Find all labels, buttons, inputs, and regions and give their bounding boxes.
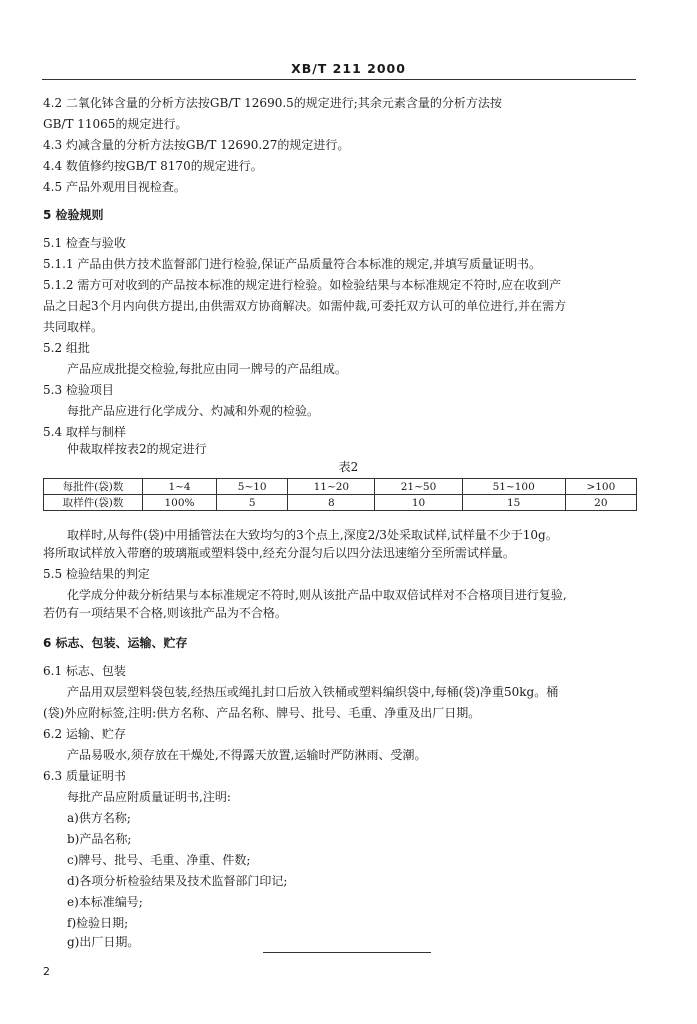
text-line: 产品应成批提交检验,每批应由同一牌号的产品组成。 bbox=[67, 362, 347, 376]
table-cell: 1~4 bbox=[143, 479, 217, 495]
text-line: GB/T 11065的规定进行。 bbox=[43, 117, 188, 131]
table-caption: 表2 bbox=[338, 460, 359, 474]
text-line: 5.5 检验结果的判定 bbox=[43, 567, 150, 581]
list-item: f)检验日期; bbox=[67, 916, 129, 930]
table-cell: 10 bbox=[375, 495, 462, 511]
text-line: 5.1.2 需方可对收到的产品按本标准的规定进行检验。如检验结果与本标准规定不符时,应在收到产 bbox=[43, 278, 562, 292]
table-cell: 21~50 bbox=[375, 479, 462, 495]
list-item: a)供方名称; bbox=[67, 811, 131, 825]
text-line: 每批产品应进行化学成分、灼减和外观的检验。 bbox=[67, 404, 320, 418]
section-heading: 5 检验规则 bbox=[43, 208, 104, 222]
list-item: g)出厂日期。 bbox=[67, 935, 140, 949]
text-line: 4.5 产品外观用目视检查。 bbox=[43, 180, 186, 194]
text-line: 取样时,从每件(袋)中用插管法在大致均匀的3个点上,深度2/3处采取试样,试样量不少于10g。 bbox=[67, 528, 558, 542]
section-heading: 6 标志、包装、运输、贮存 bbox=[43, 636, 188, 650]
text-line: 6.1 标志、包装 bbox=[43, 664, 126, 678]
table-cell: 100% bbox=[143, 495, 217, 511]
text-line: 6.3 质量证明书 bbox=[43, 769, 126, 783]
text-line: 仲裁取样按表2的规定进行 bbox=[67, 442, 207, 456]
text-line: 品之日起3个月内向供方提出,由供需双方协商解决。如需仲裁,可委托双方认可的单位进行,并在需方 bbox=[43, 299, 567, 313]
footer-rule bbox=[263, 952, 431, 953]
list-item: b)产品名称; bbox=[67, 832, 132, 846]
page-number: 2 bbox=[43, 965, 50, 978]
text-line: 若仍有一项结果不合格,则该批产品为不合格。 bbox=[43, 606, 287, 620]
text-line: 4.4 数值修约按GB/T 8170的规定进行。 bbox=[43, 159, 263, 173]
text-line: (袋)外应附标签,注明:供方名称、产品名称、牌号、批号、毛重、净重及出厂日期。 bbox=[43, 706, 481, 720]
table-cell: 5~10 bbox=[217, 479, 288, 495]
table-cell: 20 bbox=[565, 495, 636, 511]
text-line: 将所取试样放入带磨的玻璃瓶或塑料袋中,经充分混匀后以四分法迅速缩分至所需试样量。 bbox=[43, 546, 515, 560]
text-line: 化学成分仲裁分析结果与本标准规定不符时,则从该批产品中取双倍试样对不合格项目进行复验, bbox=[67, 588, 567, 602]
table-row bbox=[44, 479, 637, 495]
text-line: 共同取样。 bbox=[43, 320, 104, 334]
table-cell: 5 bbox=[217, 495, 288, 511]
table-cell: 51~100 bbox=[462, 479, 565, 495]
list-item: d)各项分析检验结果及技术监督部门印记; bbox=[67, 874, 288, 888]
table-cell: 取样件(袋)数 bbox=[44, 495, 143, 511]
header-rule bbox=[42, 79, 636, 80]
text-line: 每批产品应附质量证明书,注明: bbox=[67, 790, 231, 804]
table-cell: 8 bbox=[288, 495, 375, 511]
page-header: XB/T 211 2000 bbox=[291, 61, 406, 76]
table-cell: 11~20 bbox=[288, 479, 375, 495]
text-line: 产品用双层塑料袋包装,经热压或绳扎封口后放入铁桶或塑料编织袋中,每桶(袋)净重50kg。桶 bbox=[67, 685, 559, 699]
text-line: 4.3 灼减含量的分析方法按GB/T 12690.27的规定进行。 bbox=[43, 138, 350, 152]
list-item: e)本标准编号; bbox=[67, 895, 143, 909]
table-cell: 15 bbox=[462, 495, 565, 511]
table-cell: 每批件(袋)数 bbox=[44, 479, 143, 495]
sampling-table bbox=[43, 478, 637, 511]
text-line: 6.2 运输、贮存 bbox=[43, 727, 126, 741]
table-row bbox=[44, 495, 637, 511]
table-cell: >100 bbox=[565, 479, 636, 495]
text-line: 5.2 组批 bbox=[43, 341, 90, 355]
list-item: c)牌号、批号、毛重、净重、件数; bbox=[67, 853, 251, 867]
text-line: 5.3 检验项目 bbox=[43, 383, 114, 397]
text-line: 4.2 二氧化钵含量的分析方法按GB/T 12690.5的规定进行;其余元素含量的分析方法按 bbox=[43, 96, 502, 110]
text-line: 产品易吸水,须存放在干燥处,不得露天放置,运输时严防淋雨、受潮。 bbox=[67, 748, 427, 762]
text-line: 5.1 检查与验收 bbox=[43, 236, 126, 250]
text-line: 5.4 取样与制样 bbox=[43, 425, 126, 439]
text-line: 5.1.1 产品由供方技术监督部门进行检验,保证产品质量符合本标准的规定,并填写质量证明书。 bbox=[43, 257, 541, 271]
